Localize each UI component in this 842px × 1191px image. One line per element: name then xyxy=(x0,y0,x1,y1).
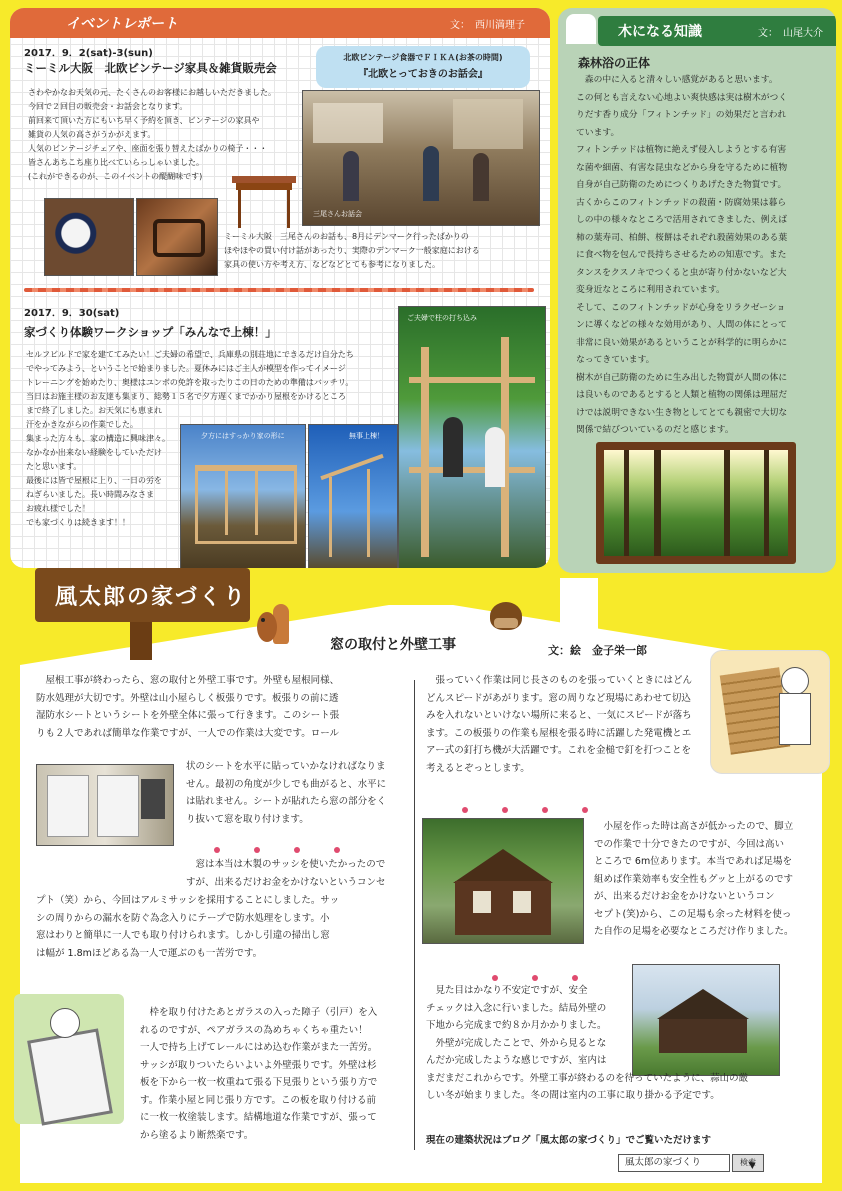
knowledge-panel xyxy=(558,8,836,573)
house-article-title: 窓の取付と外壁工事 xyxy=(330,637,456,653)
chestnut-icon xyxy=(488,598,524,632)
event2-text-left xyxy=(26,418,186,530)
col1-line: に一枚一枚塗装します。結構地道な作業ですが、張って xyxy=(140,1112,377,1123)
knowledge-line: この何とも言えない心地よい爽快感は実は樹木がつく xyxy=(576,92,788,103)
evening-frame-photo xyxy=(180,424,306,568)
search-button[interactable]: 検索 xyxy=(732,1154,764,1172)
col1-line: 屋根工事が終わったら、窓の取付と外壁工事です。外壁も屋根同様、 xyxy=(36,675,340,686)
event-report-author: 文： 西川満理子 xyxy=(450,20,525,31)
event1-title: ミーミル大阪 北欧ビンテージ家具＆雑貨販売会 xyxy=(24,61,277,75)
knowledge-line: 古くからこのフィトンチッドの殺菌・防腐効果は暮ら xyxy=(576,197,787,208)
col1-paragraph-e xyxy=(140,1004,408,1144)
event1-line: 人気のビンテージチェアや、座面を張り替えたばかりの椅子・・・ xyxy=(28,144,268,153)
col1-line: す。作業小屋と同じ張り方です。この板を取り付ける前 xyxy=(140,1094,376,1106)
col1-line: りも２人であれば簡単な作業ですが、一人での作業は大変です。ロール xyxy=(36,727,340,739)
fika-photo xyxy=(302,90,540,226)
event2-line: トレーニングを始めたり、奥様はユンボの免許を取ったりこの日のための準備はバッチリ。 xyxy=(26,378,354,387)
col2-line: アー式の釘打ち機が大活躍です。これを金槌で釘を打つことを xyxy=(426,745,691,756)
col2-line: 張っていく作業は同じ長さのものを張っていくときにはどん xyxy=(426,675,693,686)
col2-line: ところで 6m位あります。本当であれば足場を xyxy=(594,856,792,867)
event2-line: でも家づくりは続きます！！ xyxy=(26,518,130,527)
event1-date: 2017．9．2(sat)-3(sun) xyxy=(24,48,153,59)
event-report-header xyxy=(10,8,550,38)
sign-post xyxy=(130,620,152,660)
table-photo xyxy=(232,176,296,228)
col1-line: せん。最初の角度が少しでも曲がると、水平に xyxy=(186,778,387,790)
pillar-photo xyxy=(398,306,546,568)
col2-paragraph-b xyxy=(594,818,816,941)
col2-line: しい冬が始まりました。冬の間は室内の工事に取り掛かる予定です。 xyxy=(426,1090,720,1101)
roof-done-photo xyxy=(308,424,398,568)
event1-line: 雑貨の人気の高さがうかがえます。 xyxy=(28,130,156,139)
knowledge-line: そして、このフィトンチッドが心身をリラクゼーショ xyxy=(576,302,786,313)
dishes-photo xyxy=(44,198,134,276)
event2-line: 集まった方々も、家の構造に興味津々。 xyxy=(26,434,170,443)
pillar-photo-caption: ご夫婦で柱の打ち込み xyxy=(407,314,477,322)
col2-line: セプト(笑)から、この足場も余った材料を使っ xyxy=(594,908,792,920)
event-report-title: イベントレポート xyxy=(66,16,178,32)
event1-line: さわやかなお天気の元、たくさんのお客様にお越しいただきました。 xyxy=(28,88,276,97)
col1-line: から塗るより断然楽です。 xyxy=(140,1129,254,1141)
knowledge-line: りだす香り成分「フィトンチッド」の効果だと言われ xyxy=(576,110,787,120)
event2-line: お疲れ様でした！ xyxy=(26,504,90,513)
event1-line: 前回来て頂いた方にもいち早く予約を頂き、ビンテージの家具や xyxy=(28,116,260,125)
col1-line: プト（笑）から、今回はアルミサッシを採用することにしました。サッ xyxy=(36,895,340,906)
knowledge-line: 柿の葉寿司、柏餅、桜餅はそれぞれ殺菌効果のある葉 xyxy=(576,232,788,243)
chair-photo xyxy=(136,198,218,276)
sign-title: 風太郎の家づくり xyxy=(55,585,248,610)
knowledge-line: 樹木が自己防衛のために生み出した物質が人間の体に xyxy=(576,372,788,383)
waterproof-sheet-photo xyxy=(36,764,174,846)
knowledge-line: ンに導くなどの様々な効用があり、人間の体にとって xyxy=(576,320,787,330)
col1-line: サッシが取りついたらいよいよ外壁張りです。外壁は杉 xyxy=(140,1059,377,1071)
col1-line: れるのですが、ペアガラスの為めちゃくちゃ重たい！ xyxy=(140,1024,368,1036)
knowledge-tab xyxy=(566,14,596,44)
col2-line: んだか完成したような感じですが、室内は xyxy=(426,1055,607,1066)
knowledge-line: 変身近なところに利用されています。 xyxy=(576,285,725,295)
event1-line: 家具の使い方や考え方、などなどとても参考になりました。 xyxy=(224,260,440,269)
event2-line: まで終了しました。お天気にも恵まれ xyxy=(26,406,162,415)
event-report-panel xyxy=(10,8,550,568)
knowledge-line: フィトンチッドは植物に絶えず侵入しようとする有害 xyxy=(576,145,787,155)
col1-line: は幅が 1.8mほどある為一人で運ぶのも一苦労です。 xyxy=(36,947,263,959)
col2-paragraph-c xyxy=(426,982,628,1052)
section-divider xyxy=(24,288,534,292)
event2-text xyxy=(26,348,396,418)
forest-picture xyxy=(604,450,788,556)
knowledge-line: しの中の様々なところで活用されてきました、例えば xyxy=(576,215,788,225)
col1-line: シの周りからの漏水を防ぐ為念入りにテープで防水処理をします。小 xyxy=(36,912,330,924)
dots-divider xyxy=(214,838,374,857)
fika-title: 『北欧とっておきのお話会』 xyxy=(358,69,488,80)
col1-line: 一人で持ち上げてレールにはめ込む作業がまた一苦労。 xyxy=(140,1042,378,1053)
event2-title: 家づくり体験ワークショップ「みんなで上棟！」 xyxy=(24,325,277,339)
col1-line: すが、出来るだけお金をかけないというコンセ xyxy=(186,876,386,888)
col1-line: は貼れません。シートが貼れたら窓の部分をく xyxy=(186,796,387,807)
col1-paragraph-b xyxy=(186,758,408,828)
knowledge-line: に食べ物を包んで長持ちさせるための知恵です。また xyxy=(576,250,787,260)
col1-line: 状のシートを水平に貼っていかなければなりま xyxy=(186,761,386,772)
dots-divider xyxy=(462,798,622,817)
event2-line: セルフビルドで家を建ててみたい！ご夫婦の希望で、兵庫県の別荘地にできるだけ自分たち xyxy=(26,350,354,359)
knowledge-line: 森の中に入ると清々しい感覚があると思います。 xyxy=(576,75,778,85)
col2-paragraph-a xyxy=(426,672,706,777)
knowledge-header xyxy=(598,16,836,46)
event1-text xyxy=(28,86,318,184)
event1-line: ミーミル大阪 三尾さんのお話も、8月にデンマーク行ったばかりの xyxy=(224,232,469,241)
knowledge-title: 木になる知識 xyxy=(618,24,702,40)
col1-line: 板を下から一枚一枚重ねて張る下見張りという張り方で xyxy=(140,1077,378,1088)
knowledge-author: 文： 山尾大介 xyxy=(758,28,823,39)
event2-line: 当日はお施主様のお友達も集まり、総勢１５名で夕方遅くまでかかり屋根をかけるところ xyxy=(26,392,346,401)
search-input[interactable]: 風太郎の家づくり xyxy=(618,1154,730,1172)
col2-line: た自作の足場を必要なところだけ作りました。 xyxy=(594,926,794,937)
knowledge-line: ています。 xyxy=(576,127,620,138)
col2-line: みを入れないといけない場所に来ると、一気にスピードが落ち xyxy=(426,710,692,721)
event1-text2 xyxy=(224,230,544,272)
knowledge-line: 関係で結びついているのだと感じます。 xyxy=(576,425,734,435)
event2-line: 汗をかきながらの作業でした。 xyxy=(26,420,138,429)
col1-line: 湿防水シートというシートを外壁全体に張って行きます。このシート張 xyxy=(36,710,340,721)
event2-line: ねぎらいました。長い時間みなさま xyxy=(26,490,154,499)
roof-done-caption: 無事上棟！ xyxy=(349,432,384,440)
worker-illustration xyxy=(710,650,830,774)
knowledge-article-title: 森林浴の正体 xyxy=(578,56,651,70)
col1-paragraph-c xyxy=(186,856,408,891)
event1-line: (これができるのが、このイベントの醍醐味です) xyxy=(28,172,203,181)
fika-photo-caption: 三尾さんお話会 xyxy=(313,210,362,218)
col2-line: 見た目はかなり不安定ですが、安全 xyxy=(426,985,588,996)
col2-line: 考えるとぞっとします。 xyxy=(426,762,530,774)
knowledge-line: な菌や細菌、有害な昆虫などから身を守るために植物 xyxy=(576,162,788,173)
col2-line: ます。この板張りの作業も屋根を張る時に活躍した発電機とエ xyxy=(426,727,692,739)
knowledge-text xyxy=(576,72,826,440)
col1-paragraph-d xyxy=(36,892,408,962)
house-article-author: 文：絵 金子栄一郎 xyxy=(548,644,647,657)
col2-line: チェックは入念に行いました。結局外壁の xyxy=(426,1002,607,1014)
cabin-exterior-photo xyxy=(422,818,584,944)
col2-paragraph-d xyxy=(426,1052,818,1105)
col1-line: 防水処理が大切です。外壁は山小屋らしく板張りです。板張りの前に透 xyxy=(36,692,339,704)
squirrel-icon xyxy=(255,602,291,650)
knowledge-line: 自身が自己防衛のためにつくりあげたきた物質です。 xyxy=(576,180,787,190)
col1-line: 枠を取り付けたあとガラスの入った障子（引戸）を入 xyxy=(140,1007,378,1018)
col1-line: り抜いて窓を取り付けます。 xyxy=(186,813,309,825)
col2-line: 下地から完成まで約８か月かかりました。 xyxy=(426,1020,607,1031)
event1-line: 皆さんあちこち座り比べていらっしゃいました。 xyxy=(28,158,204,167)
knowledge-line: けでは説明できない生き物としてとても親密で大切な xyxy=(576,407,788,418)
event2-line: たと思います。 xyxy=(26,462,82,471)
event2-line: なかなか出来ない経験をしていただけ xyxy=(26,448,162,457)
col2-line: が、出来るだけお金をかけないというコン xyxy=(594,891,775,902)
col2-line: どんスピードがあがります。窓の周りなど現場にあわせて切込 xyxy=(426,692,691,704)
event2-date: 2017．9．30(sat) xyxy=(24,308,120,319)
sash-illustration xyxy=(14,994,124,1124)
fika-label: 北欧ビンテージ食器でＦＩＫＡ(お茶の時間) xyxy=(343,53,503,62)
forest-picture-frame xyxy=(596,442,796,564)
col1-line: 窓は本当は木製のサッシを使いたかったので xyxy=(186,859,386,870)
col2-line: 外壁が完成したことで、外から見るとな xyxy=(426,1037,607,1049)
col2-line: 組めば作業効率も安全性もグッと上がるのです xyxy=(594,873,794,885)
knowledge-line: タンスをクスノキでつくると虫が寄り付かないなど大 xyxy=(576,267,787,278)
knowledge-line: 非常に良い効果があるということが科学的に明らかに xyxy=(576,337,788,348)
col1-paragraph-a xyxy=(36,672,408,742)
knowledge-line: は良いものであるとすると人類と植物の関係は理屈だ xyxy=(576,390,788,400)
sign-board xyxy=(35,568,250,622)
event2-line: でやってみよう、ということで始まりました。夏休みにはご主人が模型を作ってイメージ xyxy=(26,364,346,373)
col2-line: での作業で十分できたのですが、今回は高い xyxy=(594,838,785,850)
fika-label-box xyxy=(316,46,530,88)
blog-note: 現在の建築状況はブログ「風太郎の家づくり」でご覧いただけます xyxy=(426,1135,712,1146)
col1-line: 窓はわりと簡単に一人でも取り付けられます。しかし引違の掃出し窓 xyxy=(36,930,330,941)
knowledge-line: なってきています。 xyxy=(576,355,655,365)
event1-line: 今回で２回目の販売会・お話会となります。 xyxy=(28,102,188,111)
evening-photo-caption: 夕方にはすっかり家の形に xyxy=(201,432,285,440)
col2-line: 小屋を作った時は高さが低かったので、脚立 xyxy=(594,821,794,832)
column-divider xyxy=(414,680,415,1150)
col2-line: まだまだこれからです。外壁工事が終わるのを待っていたように、蒜山の厳 xyxy=(426,1072,749,1084)
event2-line: 最後には皆で屋根に上り、一日の労を xyxy=(26,476,162,485)
event1-line: ほやほやの買い付け話があったり、実際のデンマーク一般家庭における xyxy=(224,246,480,255)
